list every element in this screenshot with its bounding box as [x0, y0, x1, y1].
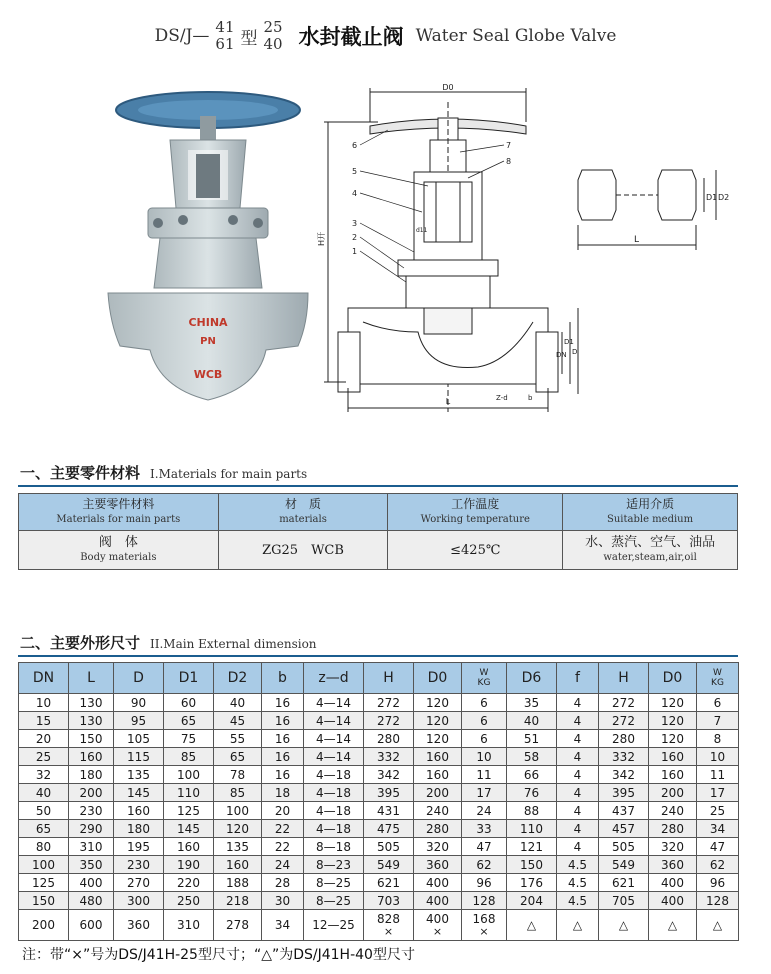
table-cell: 10 — [19, 694, 69, 712]
table-cell: 120 — [414, 730, 462, 748]
table-cell: 75 — [164, 730, 214, 748]
table-row — [19, 766, 739, 784]
callout-3: 3 — [352, 219, 358, 228]
table-cell: 4—14 — [304, 730, 364, 748]
table-cell: 8—25 — [304, 892, 364, 910]
sectional-drawing — [318, 82, 580, 422]
table-cell: 40 — [19, 784, 69, 802]
table-cell: 342 — [599, 766, 649, 784]
model-fraction-1 — [215, 19, 234, 53]
section2-heading — [20, 632, 317, 653]
table-cell: 30 — [262, 892, 304, 910]
table-cell: 130 — [69, 712, 114, 730]
dimension-header-row — [19, 663, 739, 694]
title-en: Water Seal Globe Valve — [415, 26, 617, 46]
table-cell: 180 — [69, 766, 114, 784]
table-cell: 7 — [697, 712, 739, 730]
table-row — [19, 748, 739, 766]
callout-7: 7 — [506, 141, 512, 150]
table-cell: 505 — [599, 838, 649, 856]
table-cell: 34 — [262, 910, 304, 941]
table-cell: 160 — [164, 838, 214, 856]
table-cell: 4—18 — [304, 820, 364, 838]
table-cell: 160 — [114, 802, 164, 820]
table-cell: 150 — [69, 730, 114, 748]
materials-header-material: 材 质 materials — [218, 494, 388, 531]
table-cell: △ — [697, 910, 739, 941]
table-cell: 240 — [414, 802, 462, 820]
table-cell: 6 — [462, 730, 507, 748]
table-cell: 180 — [114, 820, 164, 838]
table-cell: 280 — [414, 820, 462, 838]
table-cell: 300 — [114, 892, 164, 910]
table-cell: 85 — [214, 784, 262, 802]
dimension-header-cell: DN — [19, 663, 69, 694]
dimension-header-cell: D0 — [649, 663, 697, 694]
frac2-top: 25 — [263, 18, 283, 36]
table-cell: 17 — [462, 784, 507, 802]
table-cell: 12—25 — [304, 910, 364, 941]
table-cell: 6 — [697, 694, 739, 712]
label-detail-l: L — [634, 235, 640, 245]
table-cell: 4 — [557, 784, 599, 802]
table-cell: 105 — [114, 730, 164, 748]
table-cell: 24 — [262, 856, 304, 874]
table-cell: 272 — [599, 712, 649, 730]
section1-heading — [20, 462, 307, 483]
table-cell: 135 — [214, 838, 262, 856]
table-cell: 8—25 — [304, 874, 364, 892]
table-cell: 4 — [557, 838, 599, 856]
materials-table — [18, 493, 738, 570]
table-cell: 10 — [462, 748, 507, 766]
table-row — [19, 856, 739, 874]
table-cell: 310 — [164, 910, 214, 941]
materials-cell-medium: 水、蒸汽、空气、油品 water,steam,air,oil — [563, 531, 738, 570]
table-cell: 128 — [462, 892, 507, 910]
table-row — [19, 784, 739, 802]
table-cell: 4.5 — [557, 874, 599, 892]
table-cell: 4.5 — [557, 892, 599, 910]
dimension-table — [18, 662, 739, 941]
table-cell: 200 — [414, 784, 462, 802]
table-cell: 100 — [19, 856, 69, 874]
table-cell: 100 — [164, 766, 214, 784]
table-cell: 160 — [414, 766, 462, 784]
table-cell: 828 × — [364, 910, 414, 941]
table-cell: 33 — [462, 820, 507, 838]
table-row — [19, 712, 739, 730]
dimension-header-cell: D2 — [214, 663, 262, 694]
table-cell: 128 — [697, 892, 739, 910]
table-cell: 96 — [697, 874, 739, 892]
table-cell: 51 — [507, 730, 557, 748]
end-detail-drawing — [572, 150, 742, 260]
label-zd: Z-d — [496, 394, 508, 402]
table-cell: 160 — [214, 856, 262, 874]
materials-header-medium: 适用介质 Suitable medium — [563, 494, 738, 531]
table-cell: 218 — [214, 892, 262, 910]
table-cell: 4.5 — [557, 856, 599, 874]
table-cell: 110 — [507, 820, 557, 838]
callout-8: 8 — [506, 157, 512, 166]
table-cell: 332 — [364, 748, 414, 766]
table-cell: 130 — [69, 694, 114, 712]
dimension-header-cell: W KG — [697, 663, 739, 694]
section1-title-cn: 一、主要零件材料 — [20, 464, 141, 482]
table-cell: 431 — [364, 802, 414, 820]
callout-6: 6 — [352, 141, 358, 150]
table-cell: 24 — [462, 802, 507, 820]
table-cell: 280 — [364, 730, 414, 748]
table-cell: 28 — [262, 874, 304, 892]
table-cell: 96 — [462, 874, 507, 892]
table-row — [19, 910, 739, 941]
table-cell: 220 — [164, 874, 214, 892]
table-cell: 145 — [114, 784, 164, 802]
table-cell: 342 — [364, 766, 414, 784]
materials-row — [19, 531, 738, 570]
frac1-bottom: 61 — [215, 35, 235, 53]
table-cell: 35 — [507, 694, 557, 712]
table-cell: 4—14 — [304, 748, 364, 766]
dimension-header-cell: H — [599, 663, 649, 694]
table-cell: 200 — [649, 784, 697, 802]
table-cell: 6 — [462, 712, 507, 730]
table-cell: 6 — [462, 694, 507, 712]
table-cell: 703 — [364, 892, 414, 910]
label-d11: d11 — [416, 227, 428, 234]
frac2-bottom: 40 — [263, 35, 283, 53]
table-cell: 120 — [649, 694, 697, 712]
table-cell: 120 — [414, 712, 462, 730]
table-cell: 457 — [599, 820, 649, 838]
table-cell: 360 — [414, 856, 462, 874]
table-cell: 20 — [262, 802, 304, 820]
table-cell: 120 — [649, 712, 697, 730]
table-cell: 4—18 — [304, 784, 364, 802]
table-row — [19, 730, 739, 748]
table-cell: 280 — [599, 730, 649, 748]
label-l: L — [445, 397, 451, 406]
table-cell: 160 — [649, 766, 697, 784]
table-cell: 549 — [599, 856, 649, 874]
table-cell: 160 — [414, 748, 462, 766]
table-cell: 16 — [262, 766, 304, 784]
table-row — [19, 838, 739, 856]
table-cell: 80 — [19, 838, 69, 856]
table-cell: 150 — [19, 892, 69, 910]
table-row — [19, 874, 739, 892]
table-cell: 4 — [557, 766, 599, 784]
materials-cell-temperature: ≤425℃ — [388, 531, 563, 570]
materials-header-part: 主要零件材料 Materials for main parts — [19, 494, 219, 531]
table-cell: 270 — [114, 874, 164, 892]
table-cell: 100 — [214, 802, 262, 820]
table-cell: 22 — [262, 838, 304, 856]
table-cell: 47 — [462, 838, 507, 856]
table-cell: 4—14 — [304, 712, 364, 730]
table-cell: 10 — [697, 748, 739, 766]
table-cell: 115 — [114, 748, 164, 766]
type-char: 型 — [240, 28, 258, 49]
table-cell: 125 — [19, 874, 69, 892]
table-cell: 176 — [507, 874, 557, 892]
table-cell: 18 — [262, 784, 304, 802]
table-cell: 95 — [114, 712, 164, 730]
footnote: 注：带“×”号为DS/J41H-25型尺寸；“△”为DS/J41H-40型尺寸 — [22, 947, 415, 963]
materials-cell-material: ZG25 WCB — [218, 531, 388, 570]
table-cell: 90 — [114, 694, 164, 712]
table-cell: 549 — [364, 856, 414, 874]
dimension-header-cell: D6 — [507, 663, 557, 694]
table-cell: 395 — [599, 784, 649, 802]
table-cell: 58 — [507, 748, 557, 766]
table-cell: 125 — [164, 802, 214, 820]
table-cell: 705 — [599, 892, 649, 910]
table-cell: 400 — [69, 874, 114, 892]
table-cell: 88 — [507, 802, 557, 820]
table-cell: 168 × — [462, 910, 507, 941]
table-cell: 272 — [599, 694, 649, 712]
table-cell: 135 — [114, 766, 164, 784]
table-cell: 16 — [262, 712, 304, 730]
label-dn: DN — [556, 351, 567, 359]
table-cell: 40 — [507, 712, 557, 730]
table-cell: 65 — [214, 748, 262, 766]
dimension-header-cell: D — [114, 663, 164, 694]
table-cell: 150 — [507, 856, 557, 874]
dimension-header-cell: H — [364, 663, 414, 694]
section2-title-cn: 二、主要外形尺寸 — [20, 634, 141, 652]
table-cell: 4 — [557, 820, 599, 838]
dimension-header-cell: L — [69, 663, 114, 694]
table-cell: 47 — [697, 838, 739, 856]
table-cell: 480 — [69, 892, 114, 910]
table-row — [19, 694, 739, 712]
table-cell: 400 — [649, 892, 697, 910]
table-cell: 240 — [649, 802, 697, 820]
marking-pn: PN — [200, 336, 216, 347]
table-cell: 25 — [697, 802, 739, 820]
label-detail-d2: D2 — [718, 193, 730, 202]
table-cell: 34 — [697, 820, 739, 838]
model-fraction-2 — [264, 19, 283, 53]
table-cell: 320 — [414, 838, 462, 856]
table-cell: 350 — [69, 856, 114, 874]
table-cell: 120 — [649, 730, 697, 748]
table-cell: 8—18 — [304, 838, 364, 856]
table-cell: 62 — [462, 856, 507, 874]
table-cell: 195 — [114, 838, 164, 856]
table-cell: 621 — [364, 874, 414, 892]
title-cn: 水封截止阀 — [298, 25, 404, 49]
label-d: D — [572, 348, 578, 356]
table-cell: 11 — [697, 766, 739, 784]
table-cell: 66 — [507, 766, 557, 784]
table-cell: 400 — [414, 892, 462, 910]
table-cell: 40 — [214, 694, 262, 712]
valve-photo — [100, 88, 315, 418]
table-cell: 4 — [557, 748, 599, 766]
dimension-header-cell: W KG — [462, 663, 507, 694]
callout-4: 4 — [352, 189, 358, 198]
table-cell: 20 — [19, 730, 69, 748]
table-cell: 4 — [557, 694, 599, 712]
table-cell: 110 — [164, 784, 214, 802]
table-cell: 310 — [69, 838, 114, 856]
table-cell: 65 — [19, 820, 69, 838]
table-cell: 190 — [164, 856, 214, 874]
label-d1: D1 — [564, 338, 574, 346]
table-cell: 8 — [697, 730, 739, 748]
table-cell: 280 — [649, 820, 697, 838]
label-b: b — [528, 394, 533, 402]
table-cell: 4—14 — [304, 694, 364, 712]
callout-1: 1 — [352, 247, 358, 256]
table-cell: 15 — [19, 712, 69, 730]
table-cell: 78 — [214, 766, 262, 784]
table-cell: 475 — [364, 820, 414, 838]
table-cell: 120 — [414, 694, 462, 712]
table-cell: 4—18 — [304, 766, 364, 784]
dimension-header-cell: f — [557, 663, 599, 694]
table-cell: 188 — [214, 874, 262, 892]
section2-rule — [18, 655, 738, 657]
table-cell: 60 — [164, 694, 214, 712]
table-cell: 50 — [19, 802, 69, 820]
table-cell: △ — [507, 910, 557, 941]
table-cell: 505 — [364, 838, 414, 856]
table-cell: 16 — [262, 748, 304, 766]
marking-wcb: WCB — [193, 368, 223, 381]
table-cell: 200 — [19, 910, 69, 941]
table-cell: 400 — [649, 874, 697, 892]
table-cell: 22 — [262, 820, 304, 838]
table-cell: 4 — [557, 730, 599, 748]
label-d0: D0 — [442, 83, 454, 92]
table-cell: △ — [649, 910, 697, 941]
table-cell: 437 — [599, 802, 649, 820]
table-cell: 4—18 — [304, 802, 364, 820]
table-cell: 65 — [164, 712, 214, 730]
label-detail-d1: D1 — [706, 193, 718, 202]
materials-header-row — [19, 494, 738, 531]
table-cell: 4 — [557, 802, 599, 820]
table-row — [19, 820, 739, 838]
callout-2: 2 — [352, 233, 358, 242]
dimension-header-cell: D0 — [414, 663, 462, 694]
table-cell: 32 — [19, 766, 69, 784]
table-cell: 8—23 — [304, 856, 364, 874]
table-cell: △ — [557, 910, 599, 941]
table-row — [19, 892, 739, 910]
dimension-header-cell: D1 — [164, 663, 214, 694]
dimension-header-cell: b — [262, 663, 304, 694]
table-cell: 160 — [69, 748, 114, 766]
table-cell: 204 — [507, 892, 557, 910]
table-cell: 4 — [557, 712, 599, 730]
table-cell: 85 — [164, 748, 214, 766]
table-cell: 45 — [214, 712, 262, 730]
table-cell: 25 — [19, 748, 69, 766]
table-cell: 250 — [164, 892, 214, 910]
table-cell: 160 — [649, 748, 697, 766]
table-cell: 16 — [262, 694, 304, 712]
table-cell: 230 — [114, 856, 164, 874]
page-title — [0, 12, 771, 60]
table-cell: 290 — [69, 820, 114, 838]
table-cell: 16 — [262, 730, 304, 748]
label-h-open: H开 — [317, 231, 326, 246]
section2-title-en: II.Main External dimension — [150, 637, 317, 651]
table-cell: 320 — [649, 838, 697, 856]
table-cell: 400 × — [414, 910, 462, 941]
table-cell: 200 — [69, 784, 114, 802]
table-row — [19, 802, 739, 820]
frac1-top: 41 — [215, 18, 235, 36]
table-cell: 360 — [649, 856, 697, 874]
table-cell: 400 — [414, 874, 462, 892]
table-cell: 145 — [164, 820, 214, 838]
model-prefix: DS/J— — [154, 26, 210, 46]
table-cell: 55 — [214, 730, 262, 748]
table-cell: 120 — [214, 820, 262, 838]
section1-title-en: I.Materials for main parts — [150, 467, 308, 481]
table-cell: 272 — [364, 712, 414, 730]
table-cell: 230 — [69, 802, 114, 820]
section1-rule — [18, 485, 738, 487]
table-cell: 17 — [697, 784, 739, 802]
dimension-header-cell: z—d — [304, 663, 364, 694]
table-cell: 62 — [697, 856, 739, 874]
table-cell: 332 — [599, 748, 649, 766]
table-cell: 395 — [364, 784, 414, 802]
callout-5: 5 — [352, 167, 358, 176]
marking-china: CHINA — [188, 316, 228, 329]
table-cell: 11 — [462, 766, 507, 784]
table-cell: 360 — [114, 910, 164, 941]
table-cell: △ — [599, 910, 649, 941]
materials-cell-part: 阀 体 Body materials — [19, 531, 219, 570]
table-cell: 76 — [507, 784, 557, 802]
table-cell: 600 — [69, 910, 114, 941]
table-cell: 121 — [507, 838, 557, 856]
table-cell: 272 — [364, 694, 414, 712]
materials-header-temperature: 工作温度 Working temperature — [388, 494, 563, 531]
table-cell: 621 — [599, 874, 649, 892]
table-cell: 278 — [214, 910, 262, 941]
